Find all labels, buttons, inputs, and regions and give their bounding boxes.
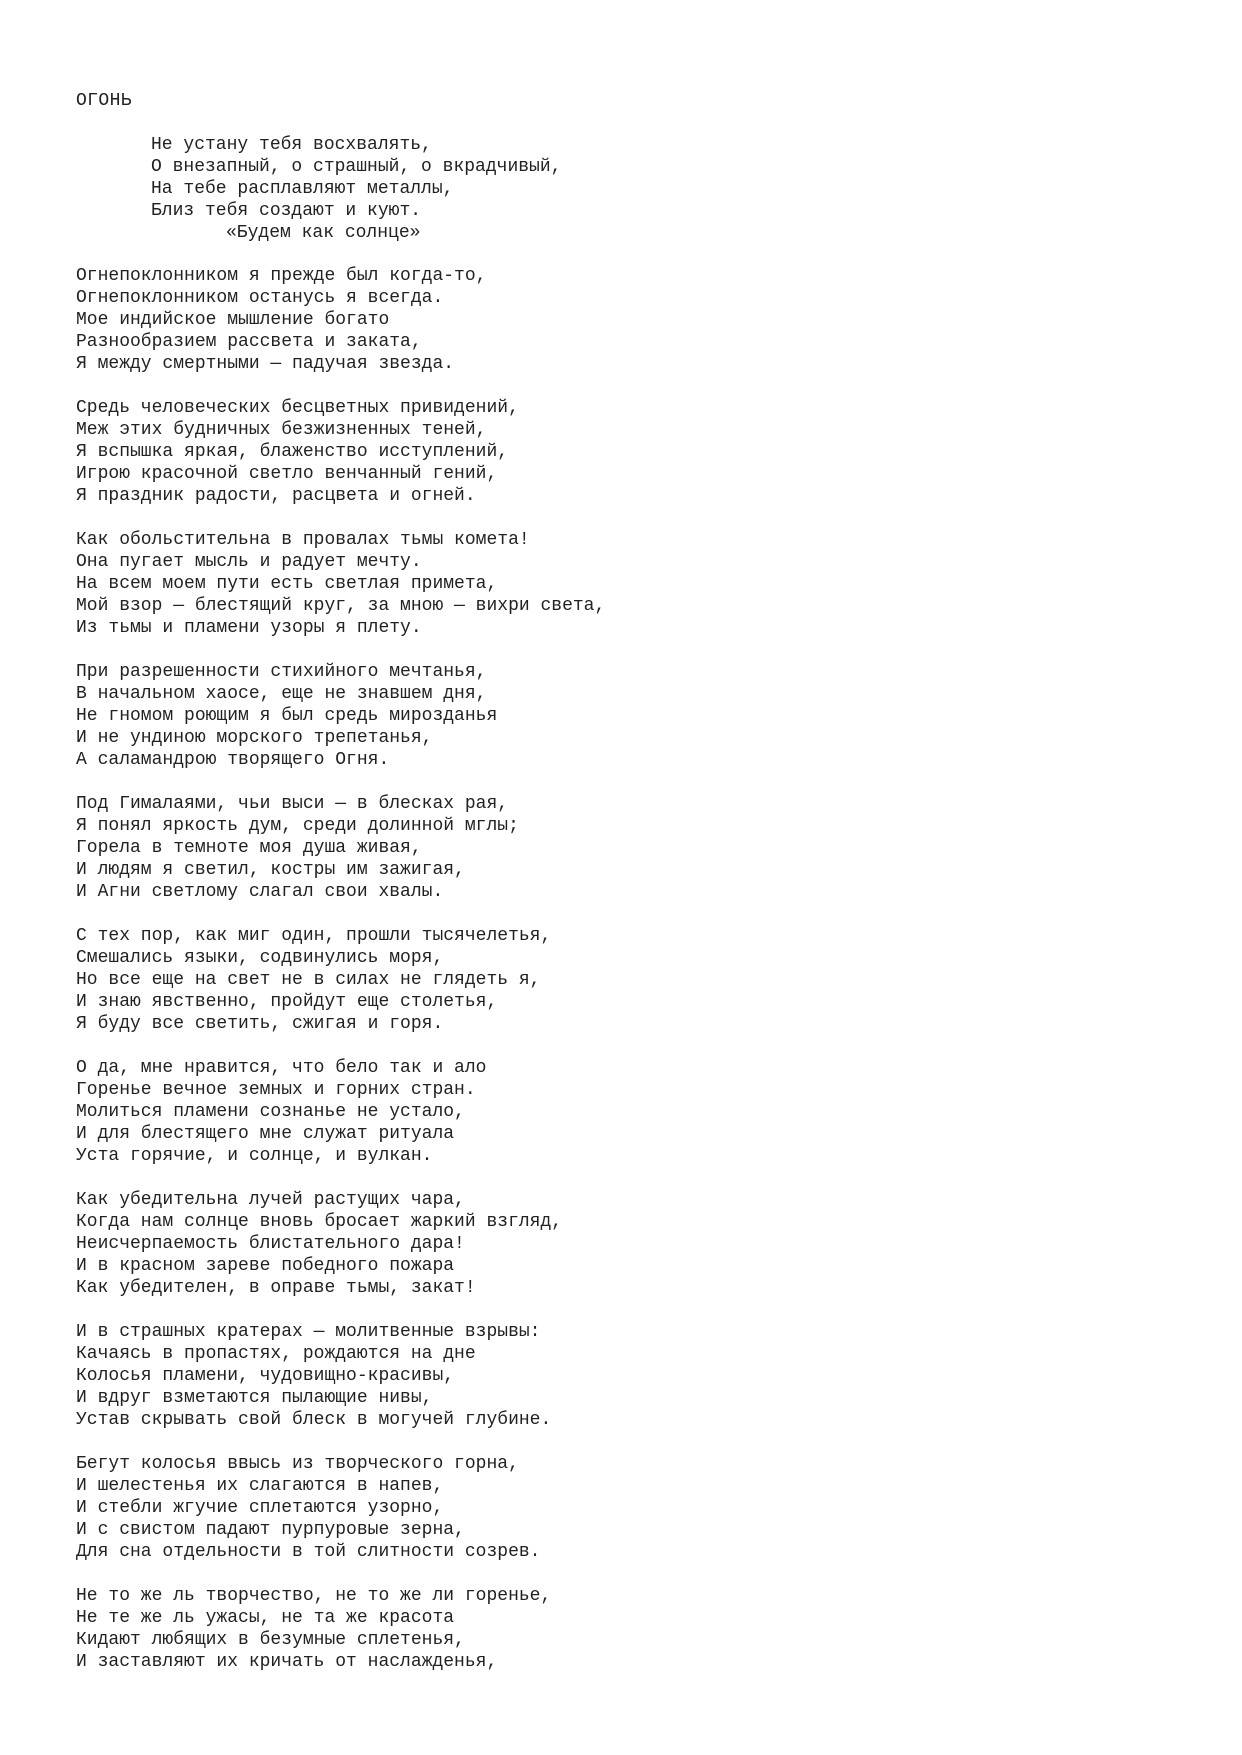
- poem-line: Огнепоклонником я прежде был когда-то,: [76, 266, 487, 286]
- poem-line: С тех пор, как миг один, прошли тысячелетья,: [76, 926, 552, 946]
- poem-line: Под Гималаями, чьи выси — в блесках рая,: [76, 794, 509, 814]
- poem-line: И Агни светлому слагал свои хвалы.: [76, 882, 444, 902]
- poem-title: ОГОНЬ: [76, 91, 133, 111]
- poem-line: И шелестенья их слагаются в напев,: [76, 1476, 444, 1496]
- poem-line: О да, мне нравится, что бело так и ало: [76, 1058, 487, 1078]
- poem-body: [76, 265, 605, 1695]
- poem-line: Но все еще на свет не в силах не глядеть я,: [76, 970, 541, 990]
- poem-line: Не то же ль творчество, не то же ли горенье,: [76, 1586, 552, 1606]
- epigraph-source: «Будем как солнце»: [226, 223, 421, 243]
- poem-line: Не те же ль ужасы, не та же красота: [76, 1608, 455, 1628]
- poem-line: Огнепоклонником останусь я всегда.: [76, 288, 444, 308]
- poem-line: На всем моем пути есть светлая примета,: [76, 574, 498, 594]
- poem-line: И людям я светил, костры им зажигая,: [76, 860, 465, 880]
- epigraph-line: Не устану тебя восхвалять,: [151, 135, 432, 155]
- poem-line: Я буду все светить, сжигая и горя.: [76, 1014, 444, 1034]
- stanza: [76, 1453, 605, 1563]
- stanza: [76, 397, 605, 507]
- poem-line: Мое индийское мышление богато: [76, 310, 390, 330]
- poem-line: Когда нам солнце вновь бросает жаркий взгляд,: [76, 1212, 563, 1232]
- poem-line: Меж этих будничных безжизненных теней,: [76, 420, 487, 440]
- poem-line: Неисчерпаемость блистательного дара!: [76, 1234, 465, 1254]
- epigraph-line: Близ тебя создают и куют.: [151, 201, 422, 221]
- poem-line: Я понял яркость дум, среди долинной мглы;: [76, 816, 519, 836]
- epigraph: [151, 134, 561, 244]
- stanza: [76, 529, 605, 639]
- poem-line: Для сна отдельности в той слитности созрев.: [76, 1542, 541, 1562]
- stanza: [76, 661, 605, 771]
- epigraph-line: О внезапный, о страшный, о вкрадчивый,: [151, 157, 562, 177]
- poem-line: Я праздник радости, расцвета и огней.: [76, 486, 476, 506]
- poem-line: И в красном зареве победного пожара: [76, 1256, 455, 1276]
- poem-line: Качаясь в пропастях, рождаются на дне: [76, 1344, 476, 1364]
- poem-line: Уста горячие, и солнце, и вулкан.: [76, 1146, 433, 1166]
- epigraph-line: На тебе расплавляют металлы,: [151, 179, 454, 199]
- stanza: [76, 1189, 605, 1299]
- poem-line: Устав скрывать свой блеск в могучей глубине.: [76, 1410, 552, 1430]
- poem-line: И вдруг взметаются пылающие нивы,: [76, 1388, 433, 1408]
- poem-line: Горела в темноте моя душа живая,: [76, 838, 422, 858]
- poem-line: Средь человеческих бесцветных привидений,: [76, 398, 519, 418]
- poem-line: Как обольстительна в провалах тьмы комета!: [76, 530, 530, 550]
- poem-line: Колосья пламени, чудовищно-красивы,: [76, 1366, 455, 1386]
- poem-line: И для блестящего мне служат ритуала: [76, 1124, 455, 1144]
- poem-line: Я между смертными — падучая звезда.: [76, 354, 455, 374]
- stanza: [76, 925, 605, 1035]
- poem-line: И не ундиною морского трепетанья,: [76, 728, 433, 748]
- poem-line: Бегут колосья ввысь из творческого горна,: [76, 1454, 519, 1474]
- poem-line: При разрешенности стихийного мечтанья,: [76, 662, 487, 682]
- poem-line: А саламандрою творящего Огня.: [76, 750, 390, 770]
- poem-line: Смешались языки, содвинулись моря,: [76, 948, 444, 968]
- poem-line: Как убедительна лучей растущих чара,: [76, 1190, 465, 1210]
- poem-line: Мой взор — блестящий круг, за мною — вихри света,: [76, 596, 606, 616]
- poem-line: Она пугает мысль и радует мечту.: [76, 552, 422, 572]
- stanza: [76, 793, 605, 903]
- poem-line: И с свистом падают пурпуровые зерна,: [76, 1520, 465, 1540]
- poem-line: Я вспышка яркая, блаженство исступлений,: [76, 442, 509, 462]
- poem-line: Горенье вечное земных и горних стран.: [76, 1080, 476, 1100]
- poem-line: И заставляют их кричать от наслажденья,: [76, 1652, 498, 1672]
- poem-line: И в страшных кратерах — молитвенные взрывы:: [76, 1322, 541, 1342]
- poem-line: Из тьмы и пламени узоры я плету.: [76, 618, 422, 638]
- poem-line: И знаю явственно, пройдут еще столетья,: [76, 992, 498, 1012]
- poem-line: И стебли жгучие сплетаются узорно,: [76, 1498, 444, 1518]
- stanza: [76, 1585, 605, 1673]
- stanza: [76, 265, 605, 375]
- poem-line: Как убедителен, в оправе тьмы, закат!: [76, 1278, 476, 1298]
- stanza: [76, 1321, 605, 1431]
- poem-line: Не гномом роющим я был средь мирозданья: [76, 706, 498, 726]
- poem-line: Кидают любящих в безумные сплетенья,: [76, 1630, 465, 1650]
- poem-line: Разнообразием рассвета и заката,: [76, 332, 422, 352]
- stanza: [76, 1057, 605, 1167]
- poem-line: Игрою красочной светло венчанный гений,: [76, 464, 498, 484]
- poem-line: В начальном хаосе, еще не знавшем дня,: [76, 684, 487, 704]
- poem-line: Молиться пламени сознанье не устало,: [76, 1102, 465, 1122]
